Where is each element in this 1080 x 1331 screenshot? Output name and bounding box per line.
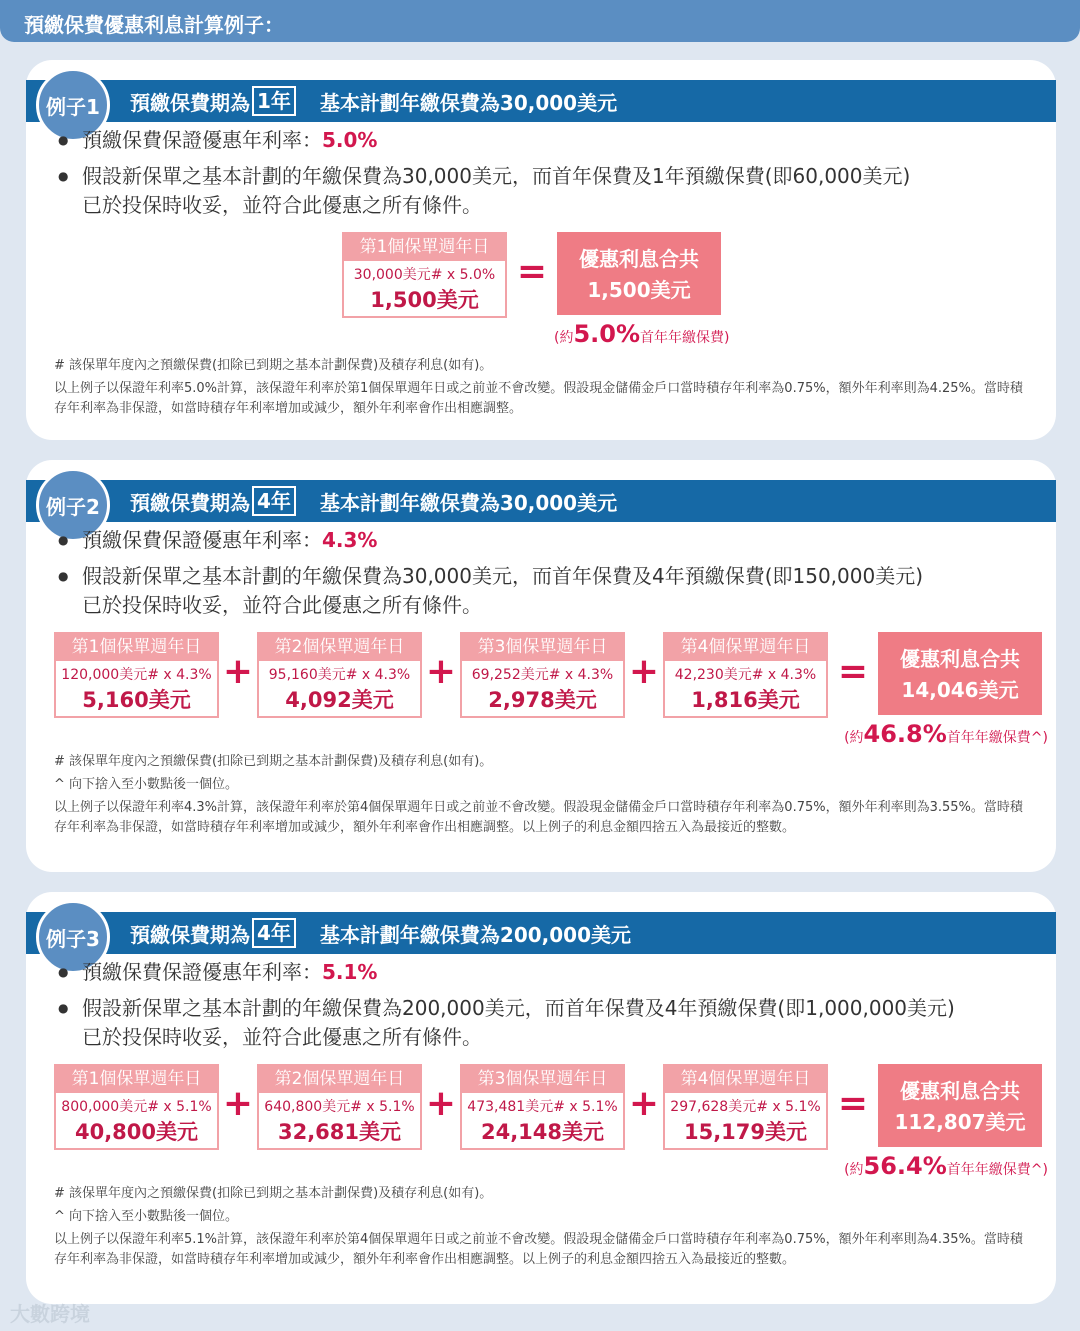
plus-sign: + xyxy=(628,651,660,692)
total-label: 優惠利息合共 xyxy=(900,1079,1020,1103)
rate-value: 5.1% xyxy=(322,960,378,984)
interest-formula: 473,481美元# x 5.1% xyxy=(467,1099,618,1115)
example-header xyxy=(26,80,1056,122)
pct-value: 46.8% xyxy=(863,720,947,748)
interest-formula: 640,800美元# x 5.1% xyxy=(264,1099,415,1115)
total-value: 112,807美元 xyxy=(894,1110,1026,1134)
plus-sign: + xyxy=(222,651,254,692)
assumption-line: ● 假設新保單之基本計劃的年繳保費為30,000美元，而首年保費及1年預繳保費(即60,000美元) xyxy=(82,164,911,188)
period-years: 4年 xyxy=(252,486,296,516)
anniversary-label: 第2個保單週年日 xyxy=(259,1066,420,1093)
equals-sign: = xyxy=(837,651,869,692)
period-label: 預繳保費期為 xyxy=(130,922,250,947)
anniversary-box xyxy=(257,632,422,718)
footnote: 以上例子以保證年利率5.0%計算，該保證年利率於第1個保單週年日或之前並不會改變。假設現金儲備金戶口當時積存年利率為0.75%，額外年利率則為4.25%。當時積存年利率為非保證，如當時積存年利率增加或減少，額外年利率會作出相應調整。 xyxy=(54,381,1023,416)
pct-suffix: 首年年繳保費^) xyxy=(946,1162,1048,1178)
anniversary-label: 第3個保單週年日 xyxy=(462,1066,623,1093)
rate-bullet xyxy=(58,126,377,155)
assumption-text xyxy=(82,994,955,1052)
assumption-line: 已於投保時收妥，並符合此優惠之所有條件。 xyxy=(82,1025,482,1049)
total-box xyxy=(557,232,721,315)
interest-value: 4,092美元 xyxy=(285,688,394,712)
anniversary-box xyxy=(257,1064,422,1150)
interest-value: 15,179美元 xyxy=(683,1120,808,1144)
plus-sign: + xyxy=(425,651,457,692)
rate-text xyxy=(82,126,377,155)
total-label: 優惠利息合共 xyxy=(900,647,1020,671)
anniversary-label: 第1個保單週年日 xyxy=(56,1066,217,1093)
page-title: 預繳保費優惠利息計算例子： xyxy=(0,0,1080,42)
total-label: 優惠利息合共 xyxy=(579,247,699,271)
rate-label: 預繳保費保證優惠年利率： xyxy=(82,128,322,152)
pct-value: 5.0% xyxy=(573,320,641,348)
footnote: ^ 向下捨入至小數點後一個位。 xyxy=(54,777,239,792)
total-box xyxy=(878,1064,1042,1147)
footnote: # 該保單年度內之預繳保費(扣除已到期之基本計劃保費)及積存利息(如有)。 xyxy=(54,754,493,769)
anniversary-box xyxy=(460,632,625,718)
rate-text xyxy=(82,958,377,987)
watermark: 大數跨境 xyxy=(10,1302,90,1326)
anniversary-label: 第4個保單週年日 xyxy=(665,634,826,661)
assumption-text xyxy=(82,562,923,620)
interest-value: 2,978美元 xyxy=(488,688,597,712)
assumption-line: ● 假設新保單之基本計劃的年繳保費為30,000美元，而首年保費及4年預繳保費(即150,000美元) xyxy=(82,564,924,588)
period-label: 預繳保費期為 xyxy=(130,490,250,515)
pct-value: 56.4% xyxy=(863,1152,947,1180)
total-value: 14,046美元 xyxy=(901,678,1019,702)
pct-prefix: (約 xyxy=(844,1162,864,1178)
rate-bullet xyxy=(58,526,377,555)
example-header xyxy=(26,480,1056,522)
anniversary-box xyxy=(460,1064,625,1150)
anniversary-box xyxy=(663,1064,828,1150)
interest-formula: 95,160美元# x 4.3% xyxy=(268,667,411,683)
footnote: # 該保單年度內之預繳保費(扣除已到期之基本計劃保費)及積存利息(如有)。 xyxy=(54,358,493,373)
pct-prefix: (約 xyxy=(554,330,574,346)
rate-value: 4.3% xyxy=(322,528,378,552)
period-label: 預繳保費期為 xyxy=(130,90,250,115)
interest-formula: 42,230美元# x 4.3% xyxy=(674,667,817,683)
footnotes xyxy=(54,752,1034,838)
calc-row xyxy=(54,1064,1042,1150)
assumption-text xyxy=(82,162,910,220)
rate-bullet xyxy=(58,958,377,987)
assumption-line: ● 假設新保單之基本計劃的年繳保費為200,000美元，而首年保費及4年預繳保費(即1,000,000美元) xyxy=(82,996,955,1020)
rate-text xyxy=(82,526,377,555)
equals-sign: = xyxy=(837,1083,869,1124)
footnotes xyxy=(54,356,1034,419)
footnote: 以上例子以保證年利率5.1%計算，該保證年利率於第4個保單週年日或之前並不會改變。假設現金儲備金戶口當時積存年利率為0.75%，額外年利率則為4.35%。當時積存年利率為非保證，如當時積存年利率增加或減少，額外年利率會作出相應調整。以上例子的利息金額四捨五入為最接近的整數。 xyxy=(54,1232,1023,1267)
anniversary-label: 第1個保單週年日 xyxy=(56,634,217,661)
rate-label: 預繳保費保證優惠年利率： xyxy=(82,528,322,552)
anniversary-label: 第1個保單週年日 xyxy=(344,234,505,261)
assumption-line: 已於投保時收妥，並符合此優惠之所有條件。 xyxy=(82,193,482,217)
interest-value: 40,800美元 xyxy=(74,1120,199,1144)
footnote: # 該保單年度內之預繳保費(扣除已到期之基本計劃保費)及積存利息(如有)。 xyxy=(54,1186,493,1201)
anniversary-label: 第2個保單週年日 xyxy=(259,634,420,661)
calc-row xyxy=(342,232,721,318)
anniversary-label: 第3個保單週年日 xyxy=(462,634,623,661)
example-header xyxy=(26,912,1056,954)
interest-value: 32,681美元 xyxy=(277,1120,402,1144)
percentage-note xyxy=(554,320,730,348)
plus-sign: + xyxy=(628,1083,660,1124)
footnotes xyxy=(54,1184,1034,1270)
total-value: 1,500美元 xyxy=(587,278,691,302)
rate-label: 預繳保費保證優惠年利率： xyxy=(82,960,322,984)
calc-row xyxy=(54,632,1042,718)
footnote: ^ 向下捨入至小數點後一個位。 xyxy=(54,1209,239,1224)
assumption-line: 已於投保時收妥，並符合此優惠之所有條件。 xyxy=(82,593,482,617)
total-box xyxy=(878,632,1042,715)
interest-formula: 800,000美元# x 5.1% xyxy=(61,1099,212,1115)
assumption-bullet xyxy=(58,994,955,1052)
interest-value: 24,148美元 xyxy=(480,1120,605,1144)
anniversary-box xyxy=(342,232,507,318)
interest-formula: 297,628美元# x 5.1% xyxy=(670,1099,821,1115)
example-card xyxy=(26,892,1056,1304)
example-badge: 例子1 xyxy=(36,68,110,142)
rate-value: 5.0% xyxy=(322,128,378,152)
example-badge: 例子2 xyxy=(36,468,110,542)
interest-formula: 69,252美元# x 4.3% xyxy=(471,667,614,683)
interest-value: 5,160美元 xyxy=(82,688,191,712)
example-card xyxy=(26,60,1056,440)
plus-sign: + xyxy=(425,1083,457,1124)
anniversary-label: 第4個保單週年日 xyxy=(665,1066,826,1093)
equals-sign: = xyxy=(516,251,548,292)
interest-value: 1,500美元 xyxy=(370,288,479,312)
example-card xyxy=(26,460,1056,872)
pct-prefix: (約 xyxy=(844,730,864,746)
period-years: 4年 xyxy=(252,918,296,948)
base-premium: 基本計劃年繳保費為30,000美元 xyxy=(319,490,618,515)
period-years: 1年 xyxy=(252,86,296,116)
base-premium: 基本計劃年繳保費為30,000美元 xyxy=(319,90,618,115)
interest-formula: 30,000美元# x 5.0% xyxy=(353,267,496,283)
assumption-bullet xyxy=(58,562,923,620)
pct-suffix: 首年年繳保費) xyxy=(640,330,730,346)
base-premium: 基本計劃年繳保費為200,000美元 xyxy=(319,922,632,947)
interest-value: 1,816美元 xyxy=(691,688,800,712)
pct-suffix: 首年年繳保費^) xyxy=(946,730,1048,746)
interest-formula: 120,000美元# x 4.3% xyxy=(61,667,212,683)
anniversary-box xyxy=(54,1064,219,1150)
percentage-note xyxy=(844,1152,1048,1180)
anniversary-box xyxy=(54,632,219,718)
assumption-bullet xyxy=(58,162,910,220)
plus-sign: + xyxy=(222,1083,254,1124)
percentage-note xyxy=(844,720,1048,748)
example-badge: 例子3 xyxy=(36,900,110,974)
anniversary-box xyxy=(663,632,828,718)
footnote: 以上例子以保證年利率4.3%計算，該保證年利率於第4個保單週年日或之前並不會改變。假設現金儲備金戶口當時積存年利率為0.75%，額外年利率則為3.55%。當時積存年利率為非保證，如當時積存年利率增加或減少，額外年利率會作出相應調整。以上例子的利息金額四捨五入為最接近的整數。 xyxy=(54,800,1023,835)
